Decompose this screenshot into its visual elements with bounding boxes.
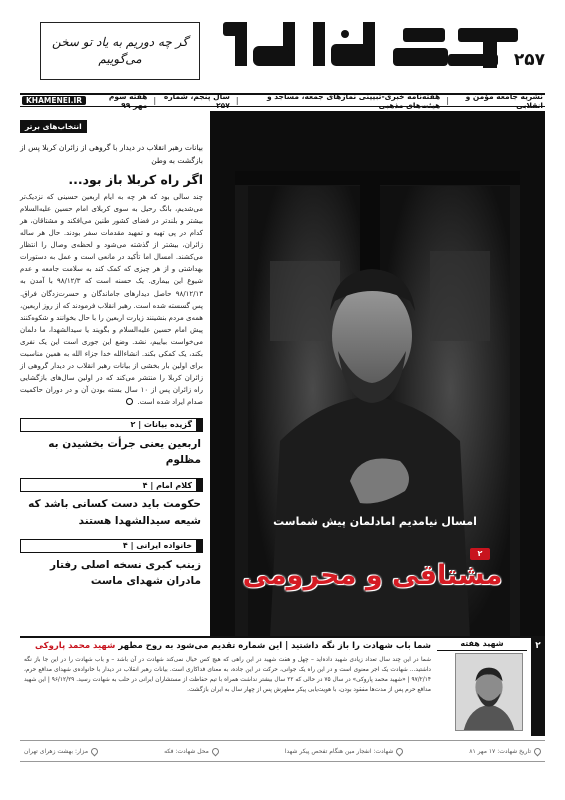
section-bar — [196, 540, 202, 552]
site-brand[interactable]: KHAMENEI.IR — [22, 96, 86, 105]
infobar-item: هفته سوم مهر ۹۹ — [108, 91, 148, 110]
motto-box — [40, 22, 200, 80]
martyr-headline-prefix: شما باب شهادت را باز نگه داشتید | این شماره تقدیم می‌شود به روح مطهر — [118, 641, 431, 651]
martyr-page-number[interactable]: ۲ — [531, 638, 545, 736]
separator: | — [235, 96, 239, 105]
separator: | — [153, 96, 157, 105]
end-mark-icon — [126, 398, 133, 405]
martyr-headline[interactable] — [24, 641, 431, 651]
section-label: گزیده بیانات | ۲ — [130, 420, 192, 430]
section-title[interactable]: زینب کبری نسخه اصلی رفتار مادران شهدای ماست — [50, 558, 201, 588]
lead-body — [20, 191, 203, 408]
location-pin-icon — [90, 746, 100, 756]
infobar-item: هفته‌نامه خبری-تبیینی نمازهای جمعه، مساجد و هیئت‌های مذهبی — [266, 91, 441, 110]
man-at-window-photo — [210, 111, 545, 638]
fact-cause: شهادت: انفجار مین هنگام تفحص پیکر شهدا — [285, 748, 403, 755]
info-icon — [395, 746, 405, 756]
sidebar — [20, 133, 203, 589]
fact-place: محل شهادت: فکه — [164, 748, 219, 755]
section-title[interactable]: اربعین یعنی جرأت بخشیدن به مظلوم — [48, 437, 201, 467]
top-picks-tag: انتخاب‌های برتر — [20, 120, 87, 133]
info-bar — [20, 91, 545, 110]
location-pin-icon — [210, 746, 220, 756]
lead-title[interactable]: اگر راه کربلا باز بود... — [68, 172, 203, 188]
martyr-label: شهید هفته — [437, 639, 527, 651]
section-title[interactable]: حکومت باید دست کسانی باشد که شیعه سیدالشهدا هستند — [28, 498, 201, 527]
martyr-of-week — [20, 636, 545, 736]
motto: گر چه دوریم به یاد تو سخن می‌گوییم — [52, 35, 188, 66]
lead-body-text: چند سالی بود که هر چه به ایام اربعین حسینی که نزدیک‌تر می‌شدیم، بانگ رحیل به سوی کربلای امام حسین علیه‌السلام بیشتر و بلندتر در فضای کشور طنین می‌افکند و مشتاقان، هر کدام در پی تهیه و تمهید مقدمات سفر بودند. حال هر ساله زائران، بیشتر از گذشته می‌شود و لحظه‌ی وصال را انتظار می‌کشند. امسال اما تأکید در مانعی است و عمل به دستورات بهداشتی و از هر چیزی که کمک کند به سلامت جامعه و عدم شیوع این بیماری. یک حسنه است که ۹۸/۱۲/۳ با آمدن به ۹۸/۱۲/۱۳ حاصل دیدارهای جاماندگان و حسرت‌زدگان فراق. پس گسسته شده است. رهبر انقلاب فرمودند که از روز اربعین، همه‌ی مردم بنشینند زیارت اربعین را با حال بخوانند و شکوه‌کنند پیش امام حسین علیه‌السلام و بگویند یا سیدالشهدا، ما دلمان می‌خواست بیاییم، نشد. وضع این جوری است این یک نفری بکند، یک کمکی بکند. انشاءالله خدا جزاء الله به همین مناسبت برای اولین بار بخشی از بیانات رهبر انقلاب در دیدار گروهی از زائران کربلا را منتشر می‌کند که در اولین سال‌های بازگشایی راه زائران پس از ۱۰ سال بسته بودن آن و در دوران حاکمیت صدام ایراد شده است. — [20, 193, 204, 406]
martyr-body: شما در این چند سال تعداد زیادی شهید داده‌اید – چهل و هفت شهید در این راهی که هیچ کس خیال نمی‌کند شهادت در آن باشد – و باب شهادت را در این جا باز نگه داشتید... شهادت یک اجر معنوی است و در این راه یک جوانی، حرکت در این جاده، به معنای فداکاری است. بیانات رهبر انقلاب در دیدار با خانواده‌ی شهدای مدافع حرم، ۹۷/۲/۱۴ | «شهید محمد پاروکی» در سال ۷۵ در حالی که ۲۲ سال بیشتر نداشت همراه با تیم حفاظت از مستشاران ایرانی در حلب به شهادت رسید. ۹۶/۱۲/۲۹ | این شهید مدافع حرم پس از مدت‌ها مفقود بودن، با هویت‌یابی پیکر مطهرش پس از چهار سال به ایران بازگشت. — [24, 657, 431, 694]
section-bar — [196, 419, 202, 431]
infobar-item: سال پنجم، شماره ۲۵۷ — [163, 91, 230, 110]
masthead — [20, 14, 545, 92]
section-bar — [196, 479, 202, 491]
section-label: خانواده ایرانی | ۴ — [122, 541, 192, 551]
cover-photo — [210, 111, 545, 638]
logo — [213, 18, 523, 78]
issue-number: ۲۵۷ — [513, 50, 545, 70]
fact-grave: مزار: بهشت زهرای تهران — [24, 748, 98, 755]
infobar-item: نشریه جامعه مؤمن و انقلابی — [465, 91, 543, 110]
lead-intro: بیانات رهبر انقلاب در دیدار با گروهی از زائران کربلا پس از بازگشت به وطن — [20, 143, 203, 166]
fact-date: تاریخ شهادت: ۱۷ مهر ۸۱ — [469, 748, 541, 755]
calendar-icon — [533, 746, 543, 756]
martyr-portrait — [455, 653, 523, 731]
martyr-facts-footer — [20, 740, 545, 762]
photo-caption: امسال نیامدیم امادلمان پیش شماست — [273, 515, 477, 528]
martyr-name: شهید محمد پاروکی — [35, 641, 116, 651]
section-label: کلام امام | ۴ — [142, 480, 192, 490]
separator: | — [446, 96, 449, 105]
cover-headline[interactable]: مشتاقی و محرومی — [242, 560, 503, 591]
section-header — [20, 418, 203, 432]
section-statements[interactable] — [20, 418, 203, 469]
photo-page-number[interactable]: ۲ — [470, 548, 490, 560]
section-family[interactable] — [20, 539, 203, 590]
section-header — [20, 539, 203, 553]
section-header — [20, 478, 203, 492]
section-imam[interactable] — [20, 478, 203, 529]
martyr-text — [24, 641, 431, 696]
